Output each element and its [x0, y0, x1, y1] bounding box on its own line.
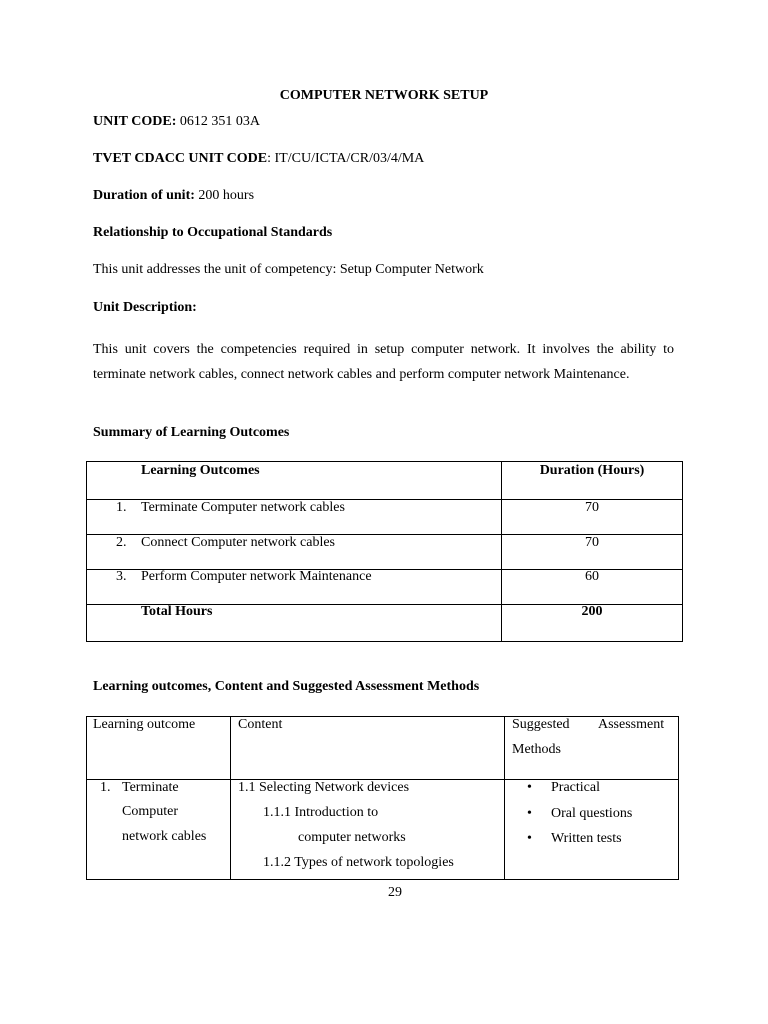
relationship-text: This unit addresses the unit of competency: Setup Computer Network — [93, 262, 484, 277]
summary-total-label: Total Hours — [141, 604, 213, 619]
summary-row-hours: 60 — [585, 569, 599, 584]
bullet-icon: • — [527, 780, 532, 795]
description-text: This unit covers the competencies required in setup computer network. It involves the ability to terminate network cables, connect network cables and perform computer network Maintenance. — [93, 342, 674, 382]
document-title: COMPUTER NETWORK SETUP — [279, 88, 489, 103]
method-label: Written tests — [551, 831, 622, 846]
unit-code-value: 0612 351 03A — [179, 114, 260, 129]
description-heading: Unit Description: — [93, 300, 197, 315]
summary-row-hours: 70 — [585, 535, 599, 550]
content-row-number: 1. — [100, 780, 111, 795]
summary-row-number: 2. — [116, 535, 127, 550]
method-label: Oral questions — [551, 806, 633, 821]
content-item: computer networks — [298, 830, 406, 845]
content-heading: Learning outcomes, Content and Suggested Assessment Methods — [93, 679, 480, 694]
content-outcome-line: Terminate — [122, 780, 179, 795]
content-header-methods-a: Suggested — [512, 717, 570, 732]
content-header-outcome: Learning outcome — [93, 717, 196, 732]
summary-row-outcome: Terminate Computer network cables — [141, 500, 345, 515]
duration-line — [93, 188, 254, 204]
summary-heading: Summary of Learning Outcomes — [93, 425, 290, 440]
content-item: 1.1 Selecting Network devices — [238, 780, 410, 795]
summary-row-outcome: Perform Computer network Maintenance — [141, 569, 372, 584]
method-item — [527, 831, 622, 847]
duration-label: Duration of unit: — [93, 188, 195, 203]
method-label: Practical — [551, 780, 600, 795]
content-header-methods-b: Assessment — [598, 717, 665, 732]
tvet-code-line — [93, 151, 424, 167]
summary-header-outcomes: Learning Outcomes — [141, 463, 260, 478]
content-header-methods-c: Methods — [512, 742, 561, 757]
method-item — [527, 806, 632, 822]
content-item: 1.1.1 Introduction to — [263, 805, 379, 820]
relationship-heading: Relationship to Occupational Standards — [93, 225, 333, 240]
unit-code-label: UNIT CODE: — [93, 114, 177, 129]
content-item: 1.1.2 Types of network topologies — [263, 855, 454, 870]
summary-row-number: 1. — [116, 500, 127, 515]
page-number: 29 — [388, 885, 402, 900]
bullet-icon: • — [527, 806, 532, 821]
content-outcome-line: network cables — [122, 829, 207, 844]
summary-total-value: 200 — [581, 604, 603, 619]
content-header-content: Content — [238, 717, 283, 732]
summary-header-duration: Duration (Hours) — [539, 463, 645, 478]
unit-code-line — [93, 114, 260, 130]
tvet-code-value: : IT/CU/ICTA/CR/03/4/MA — [267, 151, 425, 166]
bullet-icon: • — [527, 831, 532, 846]
summary-row-hours: 70 — [585, 500, 599, 515]
content-outcome-line: Computer — [122, 804, 178, 819]
duration-value: 200 hours — [198, 188, 255, 203]
tvet-code-label: TVET CDACC UNIT CODE — [93, 151, 268, 166]
summary-row-number: 3. — [116, 569, 127, 584]
method-item — [527, 780, 600, 796]
summary-row-outcome: Connect Computer network cables — [141, 535, 336, 550]
